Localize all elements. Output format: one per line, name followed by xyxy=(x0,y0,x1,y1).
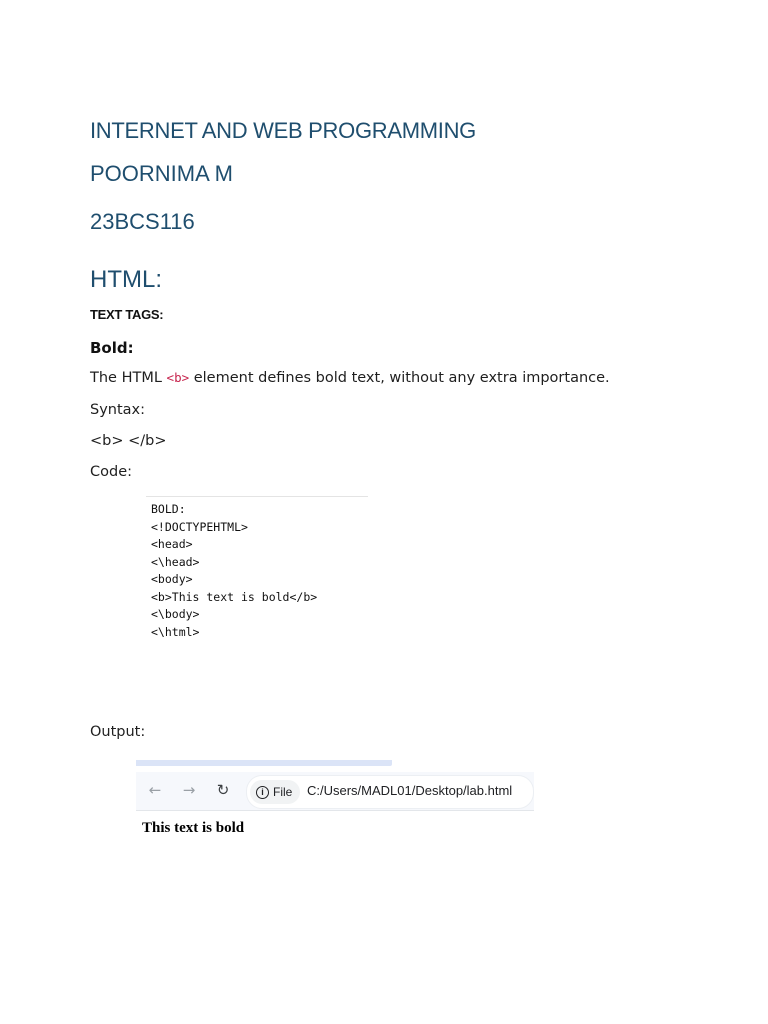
arrow-right-icon: → xyxy=(182,781,196,799)
code-block xyxy=(146,497,368,641)
desc-suffix: element defines bold text, without any extra importance. xyxy=(189,370,610,386)
syntax-value: <b> </b> xyxy=(90,433,167,449)
course-title: INTERNET AND WEB PROGRAMMING xyxy=(90,118,476,143)
browser-output-screenshot xyxy=(136,760,534,846)
student-name: POORNIMA M xyxy=(90,161,234,186)
output-label: Output: xyxy=(90,724,146,740)
topic-description xyxy=(90,370,610,386)
url-text: C:/Users/MADL01/Desktop/lab.html xyxy=(307,783,513,798)
code-line: <b>This text is bold</b> xyxy=(151,589,318,604)
inline-tag: <b> xyxy=(166,370,190,385)
code-label: Code: xyxy=(90,464,133,480)
address-bar xyxy=(246,775,534,809)
desc-prefix: The HTML xyxy=(90,370,167,386)
topic-title: Bold: xyxy=(90,339,134,357)
reload-icon: ↻ xyxy=(216,781,230,799)
info-icon: i xyxy=(256,786,269,799)
arrow-left-icon: ← xyxy=(148,781,162,799)
syntax-label: Syntax: xyxy=(90,402,146,418)
section-title: HTML: xyxy=(90,266,162,293)
code-line: <head> xyxy=(151,537,193,551)
section-subtitle: TEXT TAGS: xyxy=(90,307,164,322)
code-screenshot xyxy=(146,496,368,645)
site-info-chip xyxy=(250,780,300,804)
code-line: <!DOCTYPEHTML> xyxy=(151,519,248,534)
code-line: <\body> xyxy=(151,607,200,621)
code-line: <\html> xyxy=(151,624,200,639)
roll-number: 23BCS116 xyxy=(90,209,195,234)
browser-tab-strip xyxy=(136,760,392,766)
browser-toolbar xyxy=(136,772,534,811)
code-line: <\head> xyxy=(151,554,200,569)
chip-label: File xyxy=(273,785,293,799)
code-line: BOLD: xyxy=(151,502,186,516)
rendered-bold-text: This text is bold xyxy=(142,820,245,836)
code-line: <body> xyxy=(151,572,193,586)
